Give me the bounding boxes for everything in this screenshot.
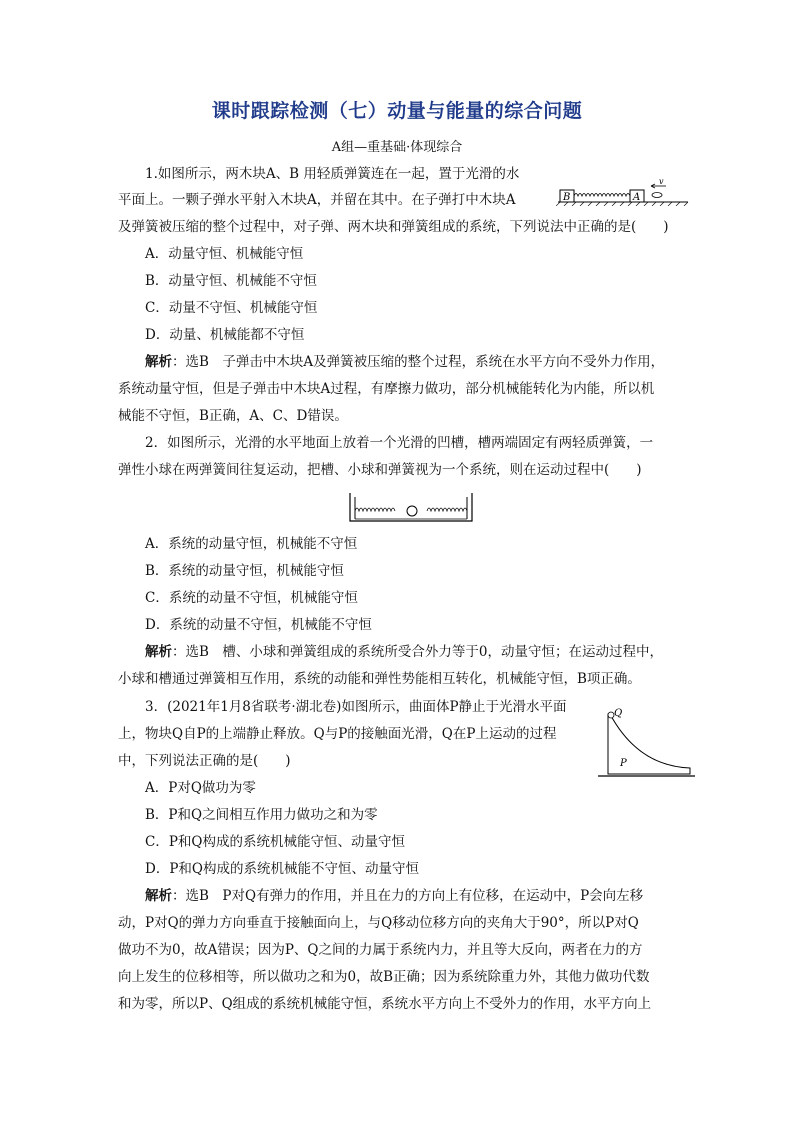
q3-analysis-label: 解析 <box>145 888 172 904</box>
q1-figure-label-b: B <box>563 192 571 203</box>
q1-stem-line-1: 1.如图所示，两木块A、B 用轻质弹簧连在一起，置于光滑的水 <box>145 166 520 182</box>
page-title: 课时跟踪检测（七）动量与能量的综合问题 <box>211 100 583 122</box>
q1-figure-label-a: A <box>633 192 641 203</box>
q2-stem-line-1: 2．如图所示，光滑的水平地面上放着一个光滑的凹槽，槽两端固定有两轻质弹簧，一 <box>145 435 654 451</box>
q3-figure-label-q: Q <box>614 708 623 719</box>
q3-analysis-line-5: 和为零，所以P、Q组成的系统机械能守恒，系统水平方向上不受外力的作用，水平方向上 <box>118 996 652 1012</box>
q1-figure-spring-blocks <box>556 176 690 206</box>
q1-analysis-line-1: 解析：选B 子弹击中木块A及弹簧被压缩的整个过程，系统在水平方向不受外力作用， <box>145 354 665 370</box>
q1-analysis-line-3: 械能不守恒，B正确，A、C、D错误。 <box>118 408 348 424</box>
q2-figure-groove-springs <box>347 491 475 525</box>
q2-analysis-label: 解析 <box>145 644 172 660</box>
q2-stem-line-2: 弹性小球在两弹簧间往复运动，把槽、小球和弹簧视为一个系统，则在运动过程中( ) <box>118 462 642 478</box>
q1-stem-line-2: 平面上。一颗子弹水平射入木块A，并留在其中。在子弹打中木块A <box>118 192 516 208</box>
q3-stem-line-3: 中，下列说法正确的是( ) <box>118 753 291 769</box>
q2-option-c: C．系统的动量不守恒，机械能守恒 <box>145 590 358 606</box>
q3-analysis-line-2: 动，P对Q的弹力方向垂直于接触面向上，与Q移动位移方向的夹角大于90°，所以P对Q <box>118 915 639 931</box>
q3-stem-line-2: 上，物块Q自P的上端静止释放。Q与P的接触面光滑，Q在P上运动的过程 <box>118 726 557 742</box>
q3-analysis-line-3: 做功不为0，故A错误；因为P、Q之间的力属于系统内力，并且等大反向，两者在力的方 <box>118 942 643 958</box>
q3-figure-label-p: P <box>620 758 627 769</box>
q2-option-a: A．系统的动量守恒，机械能不守恒 <box>145 536 358 552</box>
q3-option-a: A．P对Q做功为零 <box>145 780 256 796</box>
q1-analysis-line-2: 系统动量守恒，但是子弹击中木块A过程，有摩擦力做功，部分机械能转化为内能，所以机 <box>118 381 655 397</box>
q1-option-d: D．动量、机械能都不守恒 <box>145 327 305 343</box>
q3-option-c: C．P和Q构成的系统机械能守恒、动量守恒 <box>145 834 405 850</box>
q1-option-b: B．动量守恒、机械能不守恒 <box>145 273 317 289</box>
q3-analysis-line-1: 解析：选B P对Q有弹力的作用，并且在力的方向上有位移，在运动中，P会向左移 <box>145 888 644 904</box>
q2-analysis-line-2: 小球和槽通过弹簧相互作用，系统的动能和弹性势能相互转化，机械能守恒，B项正确。 <box>118 671 641 687</box>
q3-option-b: B．P和Q之间相互作用力做功之和为零 <box>145 807 378 823</box>
q2-analysis-line-1: 解析：选B 槽、小球和弹簧组成的系统所受合外力等于0，动量守恒；在运动过程中， <box>145 644 664 660</box>
q3-analysis-line-4: 向上发生的位移相等，所以做功之和为0，故B正确；因为系统除重力外，其他力做功代数 <box>118 969 650 985</box>
q2-option-b: B．系统的动量守恒，机械能守恒 <box>145 563 344 579</box>
q2-option-d: D．系统的动量不守恒，机械能不守恒 <box>145 617 372 633</box>
q1-option-a: A．动量守恒、机械能守恒 <box>145 246 304 262</box>
q1-option-c: C．动量不守恒、机械能守恒 <box>145 300 318 316</box>
q3-stem-line-1: 3．(2021年1月8省联考·湖北卷)如图所示，曲面体P静止于光滑水平面 <box>145 699 567 715</box>
q1-figure-label-v: v <box>659 177 664 186</box>
q3-figure-curved-body <box>598 704 696 780</box>
q1-analysis-label: 解析 <box>145 354 172 370</box>
q3-option-d: D．P和Q构成的系统机械能不守恒、动量守恒 <box>145 861 419 877</box>
group-heading: A组—重基础·体现综合 <box>331 140 463 155</box>
q1-stem-line-3: 及弹簧被压缩的整个过程中，对子弹、两木块和弹簧组成的系统，下列说法中正确的是( ) <box>118 219 669 235</box>
